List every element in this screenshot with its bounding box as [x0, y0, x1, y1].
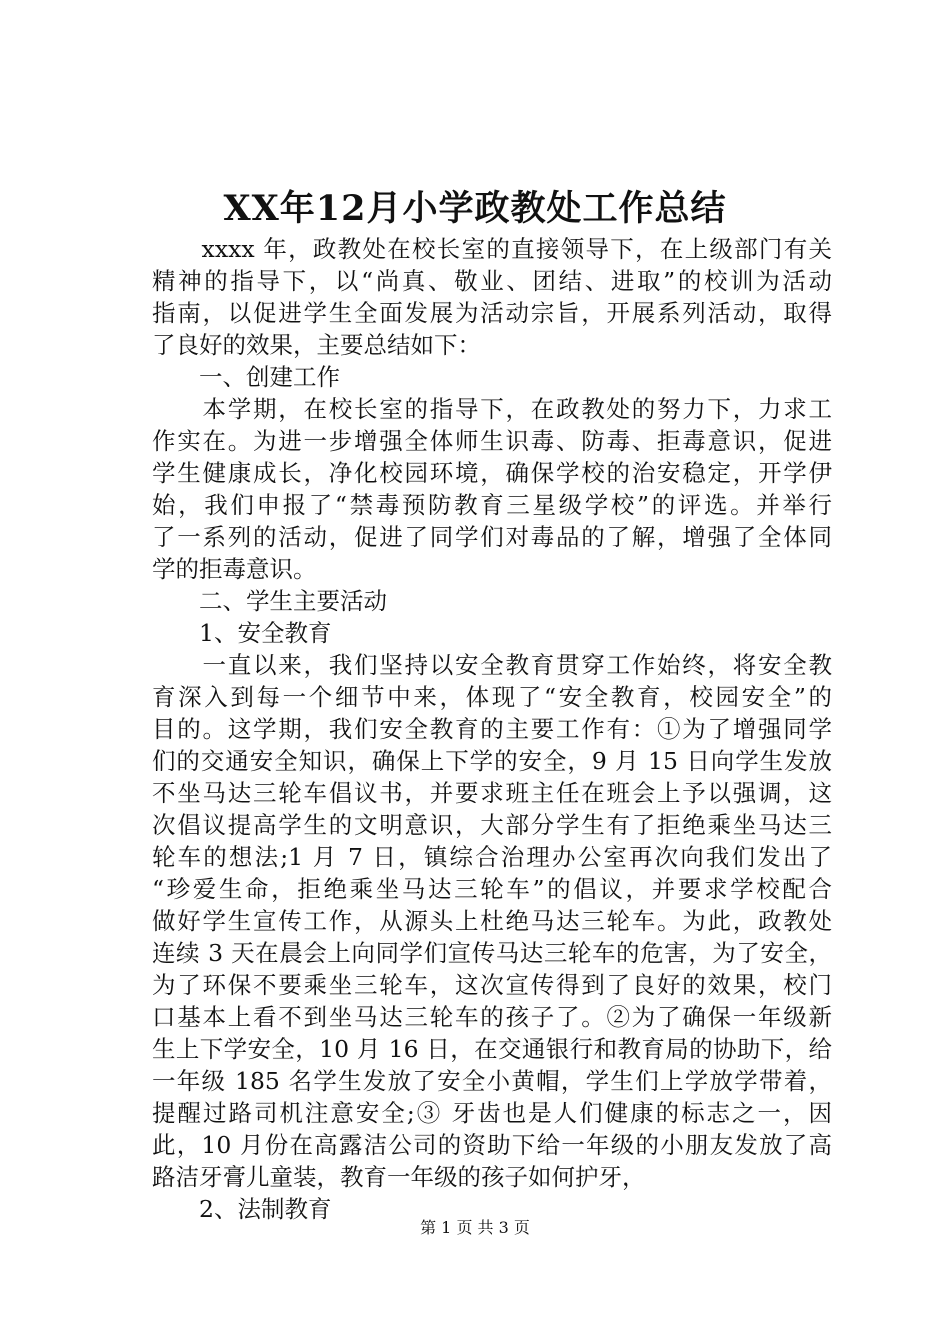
paragraph-line: 不坐马达三轮车倡议书，并要求班主任在班会上予以强调，这 [152, 779, 832, 807]
paragraph-line: 精神的指导下，以“尚真、敬业、团结、进取”的校训为活动 [152, 267, 832, 295]
paragraph-line: 目的。这学期，我们安全教育的主要工作有：①为了增强同学 [152, 715, 832, 743]
section-heading: 二、学生主要活动 [152, 587, 387, 615]
page-number-footer: 第 1 页 共 3 页 [420, 1218, 530, 1237]
section-heading: 一、创建工作 [152, 363, 340, 391]
paragraph-line: 学生健康成长，净化校园环境，确保学校的治安稳定，开学伊 [152, 459, 832, 487]
paragraph-line: xxxx 年，政教处在校长室的直接领导下，在上级部门有关 [152, 235, 832, 263]
document-title: XX年12月小学政教处工作总结 [223, 188, 727, 229]
paragraph-line: 指南，以促进学生全面发展为活动宗旨，开展系列活动，取得 [152, 299, 832, 327]
paragraph-line: 做好学生宣传工作，从源头上杜绝马达三轮车。为此，政教处 [152, 907, 832, 935]
paragraph-line: 了一系列的活动，促进了同学们对毒品的了解，增强了全体同 [152, 523, 832, 551]
paragraph-line: 连续 3 天在晨会上向同学们宣传马达三轮车的危害，为了安全， [152, 939, 832, 967]
paragraph-line: “珍爱生命，拒绝乘坐马达三轮车”的倡议，并要求学校配合 [152, 875, 832, 903]
paragraph-line: 作实在。为进一步增强全体师生识毒、防毒、拒毒意识，促进 [152, 427, 832, 455]
paragraph-line: 育深入到每一个细节中来，体现了“安全教育，校园安全”的 [152, 683, 832, 711]
paragraph-line: 学的拒毒意识。 [152, 555, 317, 583]
document-body [152, 233, 832, 1225]
paragraph-line: 们的交通安全知识，确保上下学的安全，9 月 15 日向学生发放 [152, 747, 832, 775]
paragraph-line: 此，10 月份在高露洁公司的资助下给一年级的小朋友发放了高 [152, 1131, 832, 1159]
paragraph-line: 口基本上看不到坐马达三轮车的孩子了。②为了确保一年级新 [152, 1003, 832, 1031]
paragraph-line: 一直以来，我们坚持以安全教育贯穿工作始终，将安全教 [152, 651, 832, 679]
paragraph-line: 为了环保不要乘坐三轮车，这次宣传得到了良好的效果，校门 [152, 971, 832, 999]
paragraph-line: 始，我们申报了“禁毒预防教育三星级学校”的评选。并举行 [152, 491, 832, 519]
paragraph-line: 提醒过路司机注意安全;③ 牙齿也是人们健康的标志之一，因 [152, 1099, 832, 1127]
paragraph-line: 轮车的想法;1 月 7 日，镇综合治理办公室再次向我们发出了 [152, 843, 832, 871]
subsection-heading: 1、安全教育 [152, 619, 332, 647]
paragraph-line: 一年级 185 名学生发放了安全小黄帽，学生们上学放学带着， [152, 1067, 832, 1095]
paragraph-line: 了良好的效果，主要总结如下： [152, 331, 481, 359]
paragraph-line: 生上下学安全，10 月 16 日，在交通银行和教育局的协助下，给 [152, 1035, 832, 1063]
subsection-heading: 2、法制教育 [152, 1195, 332, 1223]
paragraph-line: 路洁牙膏儿童装，教育一年级的孩子如何护牙， [152, 1163, 646, 1191]
paragraph-line: 次倡议提高学生的文明意识，大部分学生有了拒绝乘坐马达三 [152, 811, 832, 839]
paragraph-line: 本学期，在校长室的指导下，在政教处的努力下，力求工 [152, 395, 832, 423]
